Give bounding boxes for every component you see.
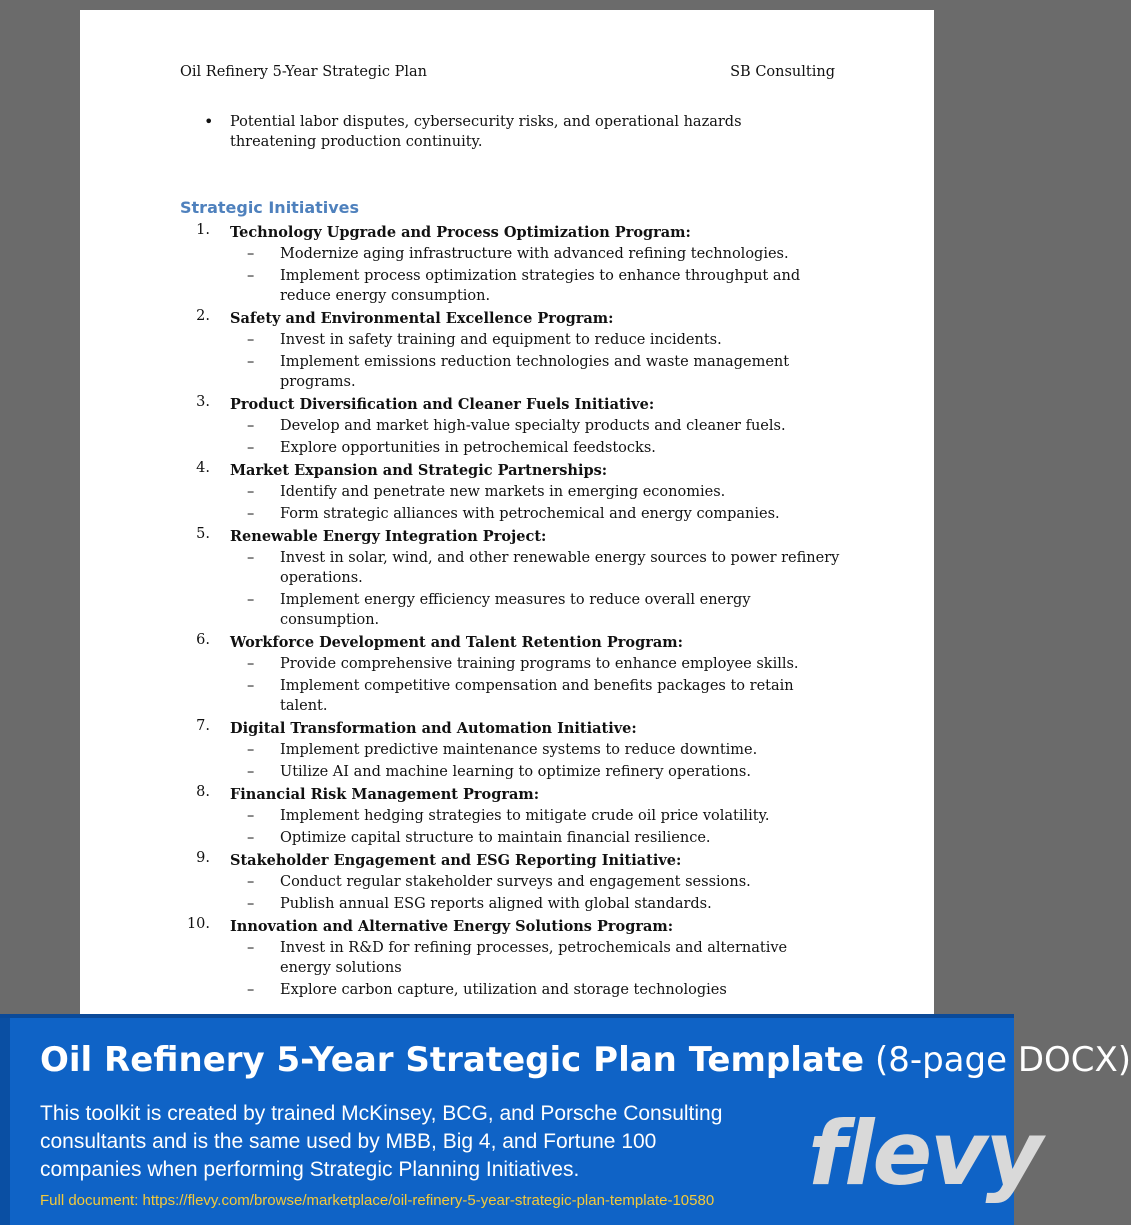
initiative-subpoint (247, 980, 840, 1002)
initiative-subpoint (247, 740, 840, 762)
subpoint-text: Explore opportunities in petrochemical feedstocks. (280, 440, 656, 456)
initiative-subpoint (247, 828, 840, 850)
subpoint-text: Explore carbon capture, utilization and storage technologies (280, 982, 727, 998)
initiative-subpoint (247, 244, 840, 266)
flevy-logo: flevy (808, 1102, 1041, 1205)
header-company: SB Consulting (730, 64, 835, 80)
initiative-item (180, 222, 840, 308)
initiative-subpoint (247, 654, 840, 676)
subpoint-text: Modernize aging infrastructure with advanced refining technologies. (280, 246, 789, 262)
initiative-title: Product Diversification and Cleaner Fuels Initiative: (230, 396, 655, 413)
initiative-number: 9. (196, 850, 210, 866)
initiative-item (180, 308, 840, 394)
promo-banner (0, 1014, 1131, 1225)
initiatives-list (180, 222, 840, 1002)
initiative-title: Innovation and Alternative Energy Solutions Program: (230, 918, 674, 935)
initiative-title: Technology Upgrade and Process Optimization Program: (230, 224, 691, 241)
subpoint-text: Form strategic alliances with petrochemical and energy companies. (280, 506, 780, 522)
dash-icon: – (247, 940, 255, 956)
initiative-subpoint (247, 548, 840, 590)
initiative-number: 2. (196, 308, 210, 324)
initiative-subpoint (247, 482, 840, 504)
banner-stripe (0, 1018, 10, 1225)
dash-icon: – (247, 678, 255, 694)
initiative-subpoint (247, 330, 840, 352)
initiative-subpoint (247, 352, 840, 394)
initiative-number: 8. (196, 784, 210, 800)
initiative-number: 10. (186, 916, 210, 932)
dash-icon: – (247, 592, 255, 608)
dash-icon: – (247, 332, 255, 348)
dash-icon: – (247, 656, 255, 672)
section-title: Strategic Initiatives (180, 198, 360, 217)
initiative-number: 3. (196, 394, 210, 410)
initiative-item (180, 784, 840, 850)
dash-icon: – (247, 418, 255, 434)
initiative-subpoint (247, 806, 840, 828)
dash-icon: – (247, 440, 255, 456)
banner-title-bold: Oil Refinery 5-Year Strategic Plan Template (40, 1040, 865, 1080)
banner-url-link[interactable]: Full document: https://flevy.com/browse/marketplace/oil-refinery-5-year-strategic-plan-template-10580 (40, 1192, 715, 1209)
initiative-subpoint (247, 590, 840, 632)
dash-icon: – (247, 268, 255, 284)
dash-icon: – (247, 246, 255, 262)
initiative-subpoint (247, 504, 840, 526)
initiative-number: 5. (196, 526, 210, 542)
subpoint-text: Implement process optimization strategies to enhance throughput and reduce energy consumption. (280, 268, 801, 304)
subpoint-text: Optimize capital structure to maintain financial resilience. (280, 830, 711, 846)
subpoint-text: Implement competitive compensation and benefits packages to retain talent. (280, 678, 794, 714)
banner-title (40, 1040, 1131, 1080)
initiative-title: Renewable Energy Integration Project: (230, 528, 547, 545)
initiative-subpoint (247, 416, 840, 438)
bullet-icon: • (204, 112, 214, 131)
initiative-subpoint (247, 894, 840, 916)
initiative-subpoint (247, 762, 840, 784)
header-title: Oil Refinery 5-Year Strategic Plan (180, 64, 427, 80)
dash-icon: – (247, 550, 255, 566)
subpoint-text: Invest in solar, wind, and other renewable energy sources to power refinery operations. (280, 550, 840, 586)
initiative-title: Digital Transformation and Automation Initiative: (230, 720, 637, 737)
subpoint-text: Provide comprehensive training programs to enhance employee skills. (280, 656, 799, 672)
dash-icon: – (247, 742, 255, 758)
initiative-item (180, 718, 840, 784)
dash-icon: – (247, 764, 255, 780)
subpoint-text: Develop and market high-value specialty products and cleaner fuels. (280, 418, 786, 434)
initiative-item (180, 460, 840, 526)
dash-icon: – (247, 874, 255, 890)
initiative-item (180, 632, 840, 718)
initiative-item (180, 526, 840, 632)
dash-icon: – (247, 982, 255, 998)
subpoint-text: Implement hedging strategies to mitigate crude oil price volatility. (280, 808, 770, 824)
initiative-number: 7. (196, 718, 210, 734)
subpoint-text: Invest in R&D for refining processes, petrochemicals and alternative energy solutions (280, 940, 788, 976)
subpoint-text: Utilize AI and machine learning to optimize refinery operations. (280, 764, 751, 780)
initiative-title: Market Expansion and Strategic Partnerships: (230, 462, 608, 479)
dash-icon: – (247, 354, 255, 370)
banner-title-format: (8-page DOCX) (874, 1040, 1131, 1080)
initiative-title: Safety and Environmental Excellence Program: (230, 310, 614, 327)
initiative-subpoint (247, 676, 840, 718)
initiative-item (180, 850, 840, 916)
bullet-text: Potential labor disputes, cybersecurity risks, and operational hazards threatening production continuity. (230, 114, 742, 150)
initiative-item (180, 916, 840, 1002)
document-page (80, 10, 934, 1014)
initiative-subpoint (247, 872, 840, 894)
subpoint-text: Implement energy efficiency measures to reduce overall energy consumption. (280, 592, 751, 628)
initiative-number: 1. (196, 222, 210, 238)
subpoint-text: Implement predictive maintenance systems to reduce downtime. (280, 742, 758, 758)
banner-description: This toolkit is created by trained McKinsey, BCG, and Porsche Consulting consultants and is the same used by MBB, Big 4, and Fortune 100 companies when performing Strategic Planning Initiatives. (40, 1102, 723, 1181)
subpoint-text: Implement emissions reduction technologies and waste management programs. (280, 354, 790, 390)
initiative-title: Stakeholder Engagement and ESG Reporting Initiative: (230, 852, 682, 869)
initiative-subpoint (247, 938, 840, 980)
dash-icon: – (247, 830, 255, 846)
subpoint-text: Invest in safety training and equipment to reduce incidents. (280, 332, 722, 348)
subpoint-text: Identify and penetrate new markets in emerging economies. (280, 484, 726, 500)
dash-icon: – (247, 808, 255, 824)
subpoint-text: Conduct regular stakeholder surveys and engagement sessions. (280, 874, 751, 890)
initiative-title: Financial Risk Management Program: (230, 786, 540, 803)
initiative-item (180, 394, 840, 460)
dash-icon: – (247, 484, 255, 500)
initiative-number: 6. (196, 632, 210, 648)
initiative-number: 4. (196, 460, 210, 476)
initiative-title: Workforce Development and Talent Retention Program: (230, 634, 683, 651)
dash-icon: – (247, 506, 255, 522)
subpoint-text: Publish annual ESG reports aligned with global standards. (280, 896, 712, 912)
dash-icon: – (247, 896, 255, 912)
initiative-subpoint (247, 266, 840, 308)
initiative-subpoint (247, 438, 840, 460)
